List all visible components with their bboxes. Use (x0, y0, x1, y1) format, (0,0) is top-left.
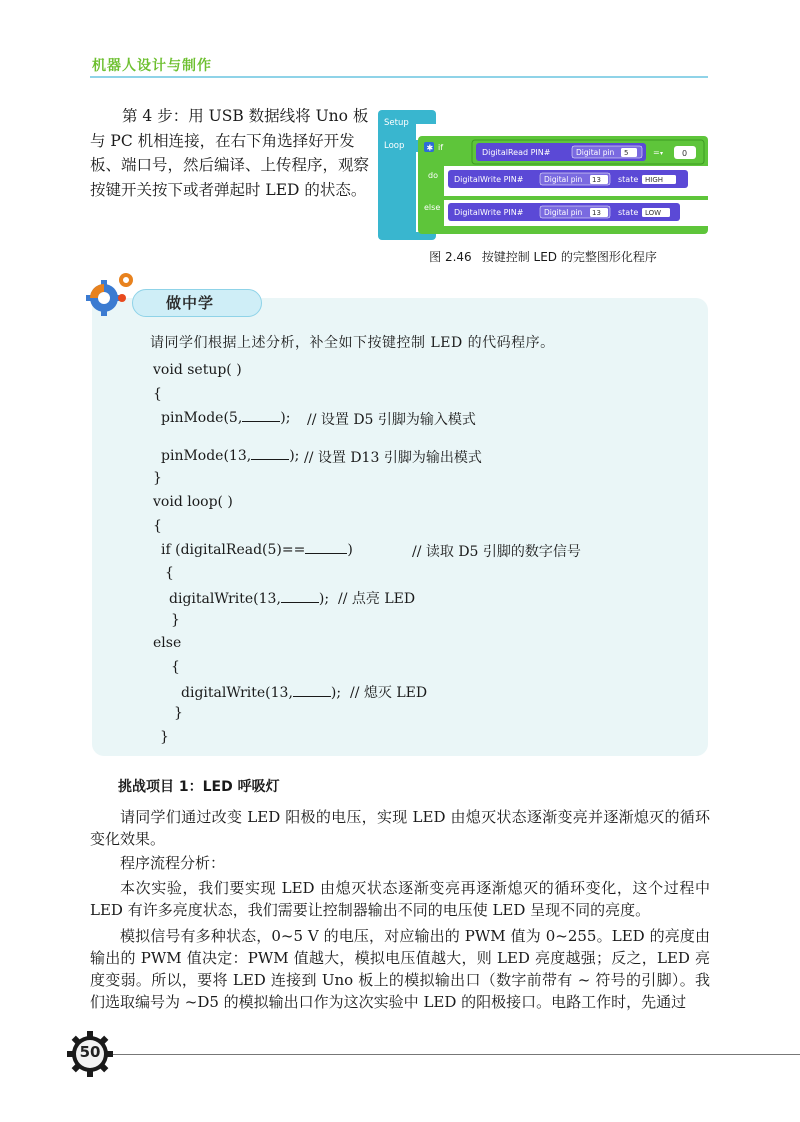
code-line-13: { (171, 659, 180, 675)
else-label: else (424, 203, 441, 212)
state-label-2: state (618, 208, 639, 217)
code-line-1: void setup( ) (153, 362, 242, 378)
code-line-11: } (171, 612, 180, 628)
book-title: 机器人设计与制作 (92, 58, 212, 74)
figure-number: 图 2.46 (429, 250, 472, 264)
figure-caption-text: 按键控制 LED 的完整图形化程序 (481, 250, 657, 264)
svg-text:✱: ✱ (426, 143, 434, 153)
digital-read-label: DigitalRead PIN# (482, 148, 551, 157)
code-line-3: pinMode(5, ); (161, 410, 291, 426)
block-program-figure (378, 110, 708, 240)
page-number: 50 (79, 1043, 101, 1061)
code-line-12: else (153, 635, 182, 651)
figure-caption (378, 248, 708, 265)
code-comment-3: // 设置 D5 引脚为输入模式 (307, 412, 476, 428)
high-value: HIGH (645, 176, 664, 184)
op-label: = (653, 148, 660, 157)
digital-pin-label-3: Digital pin (544, 208, 583, 217)
pin13-value-2: 13 (592, 209, 601, 217)
pin13-value-1: 13 (592, 176, 601, 184)
code-comment-4: // 设置 D13 引脚为输出模式 (304, 450, 482, 466)
header-divider (90, 76, 708, 78)
loop-label: Loop (384, 141, 405, 151)
code-line-4: pinMode(13, ); (161, 448, 300, 464)
code-line-2: { (153, 386, 162, 402)
code-line-15: } (174, 705, 183, 721)
code-line-16: } (160, 729, 169, 745)
state-label-1: state (618, 175, 639, 184)
digital-pin-label-1: Digital pin (576, 148, 615, 157)
if-label: if (438, 143, 444, 152)
code-line-5: } (153, 470, 162, 486)
challenge-paragraph-4: 模拟信号有多种状态，0~5 V 的电压，对应输出的 PWM 值为 0~255。LED 的亮度由输出的 PWM 值决定：PWM 值越大，模拟电压值越大，则 LED 亮度越强；反之，LED 亮度变弱。所以，要将 LED 连接到 Uno 板上的模拟输出口（数字前带有 ~ 符号的引脚）。我们选取编号为 ~D5 的模拟输出口作为这次实验中 LED 的阳极接口。电路工作时，先通过 (90, 927, 710, 1011)
learn-intro: 请同学们根据上述分析，补全如下按键控制 LED 的代码程序。 (150, 335, 555, 351)
code-line-9: { (165, 565, 174, 581)
challenge-title: 挑战项目 1：LED 呼吸灯 (118, 779, 280, 795)
do-label: do (428, 171, 438, 180)
challenge-paragraph-1: 请同学们通过改变 LED 阳极的电压，实现 LED 由熄灭状态逐渐变亮并逐渐熄灭的循环变化效果。 (90, 808, 710, 848)
footer-divider (108, 1054, 800, 1055)
zero-value: 0 (682, 149, 688, 158)
setup-label: Setup (384, 118, 409, 128)
digital-pin-label-2: Digital pin (544, 175, 583, 184)
digital-write-label-2: DigitalWrite PIN# (454, 208, 524, 217)
code-line-10: digitalWrite(13, ); // 点亮 LED (169, 591, 416, 607)
gears-icon (82, 268, 142, 320)
code-line-7: { (153, 518, 162, 534)
svg-text:▾: ▾ (660, 150, 664, 157)
challenge-paragraph-2: 程序流程分析： (120, 854, 226, 872)
digital-write-label-1: DigitalWrite PIN# (454, 175, 524, 184)
code-comment-8: // 读取 D5 引脚的数字信号 (412, 544, 581, 560)
step4-paragraph: 第 4 步：用 USB 数据线将 Uno 板与 PC 机相连接，在右下角选择好开发板、端口号，然后编译、上传程序，观察按键开关按下或者弹起时 LED 的状态。 (90, 107, 370, 199)
code-line-6: void loop( ) (153, 494, 233, 510)
code-line-14: digitalWrite(13, ); // 熄灭 LED (181, 685, 428, 701)
code-line-8: if (digitalRead(5)== ) (161, 542, 353, 558)
learn-tab-label: 做中学 (166, 294, 215, 312)
low-value: LOW (645, 209, 662, 217)
challenge-paragraph-3: 本次实验，我们要实现 LED 由熄灭状态逐渐变亮再逐渐熄灭的循环变化，这个过程中 LED 有许多亮度状态，我们需要让控制器输出不同的电压使 LED 呈现不同的亮度。 (90, 879, 710, 919)
pin5-value: 5 (624, 149, 629, 157)
